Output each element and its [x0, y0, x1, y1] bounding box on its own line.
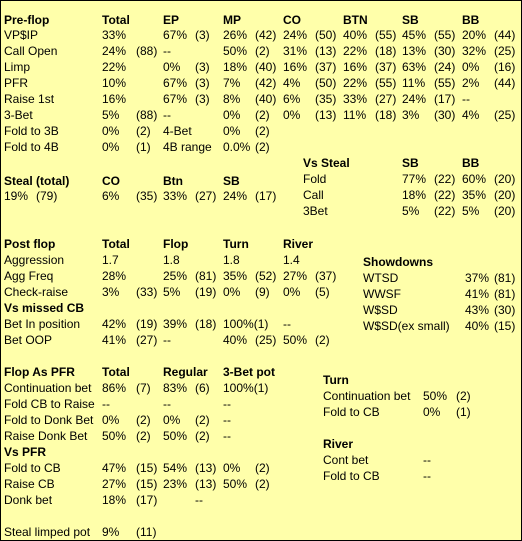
vs-steal-row-label: 3Bet: [303, 204, 328, 218]
preflop-cell: (55): [434, 76, 456, 90]
preflop-cell: (18): [375, 44, 397, 58]
flop-pfr-cell: 0%: [102, 413, 120, 427]
vs-pfr-cell: (15): [136, 461, 158, 475]
vs-pfr-row-label: Fold to CB: [4, 461, 61, 475]
preflop-cell: 24%: [402, 92, 427, 106]
preflop-cell: 16%: [102, 92, 127, 106]
postflop-cell: 3%: [102, 285, 120, 299]
preflop-cell: 67%: [163, 28, 188, 42]
river-row-label: Cont bet: [323, 453, 369, 467]
preflop-cell: (3): [195, 92, 210, 106]
postflop-col-river: River: [283, 237, 314, 251]
steal-limped-count: (11): [136, 525, 157, 539]
river-cell: --: [423, 469, 431, 483]
preflop-cell: 2%: [462, 76, 480, 90]
steal-limped-label: Steal limped pot: [4, 525, 91, 539]
postflop-cell: (33): [136, 285, 158, 299]
missed-cb-cell: (25): [255, 333, 277, 347]
flop-pfr-cell: 0%: [163, 413, 181, 427]
steal-cell: 33%: [163, 189, 188, 203]
flop-pfr-cell: 83%: [163, 381, 188, 395]
flop-pfr-row-label: Raise Donk Bet: [4, 429, 88, 443]
postflop-cell: 5%: [163, 285, 181, 299]
vs-pfr-cell: (17): [136, 493, 158, 507]
turn-cell: (1): [456, 405, 471, 419]
preflop-cell: 16%: [283, 60, 308, 74]
preflop-cell: (2): [255, 44, 270, 58]
preflop-cell: (40): [255, 92, 277, 106]
preflop-cell: (55): [375, 28, 397, 42]
preflop-cell: (30): [434, 44, 456, 58]
preflop-row-label: Limp: [4, 60, 31, 74]
missed-cb-cell: --: [163, 333, 171, 347]
preflop-row-label: Call Open: [4, 44, 58, 58]
preflop-cell: 24%: [283, 28, 308, 42]
vs-pfr-cell: (15): [136, 477, 158, 491]
steal-cell: (35): [136, 189, 158, 203]
missed-cb-cell: (27): [136, 333, 158, 347]
flop-pfr-cell: (2): [195, 429, 210, 443]
missed-cb-cell: 50%: [283, 333, 308, 347]
flop-pfr-cell: 50%: [102, 429, 127, 443]
vs-pfr-row-label: Raise CB: [4, 477, 55, 491]
postflop-col-turn: Turn: [223, 237, 249, 251]
preflop-cell: (16): [494, 60, 516, 74]
flop-pfr-cell: (6): [195, 381, 210, 395]
showdown-cell: 41%: [465, 287, 490, 301]
postflop-cell: 25%: [163, 269, 188, 283]
postflop-title: Post flop: [4, 237, 56, 251]
missed-cb-cell: (18): [195, 317, 217, 331]
preflop-cell: (13): [315, 44, 337, 58]
preflop-cell: 31%: [283, 44, 308, 58]
preflop-cell: 10%: [102, 76, 127, 90]
steal-cell: (27): [195, 189, 217, 203]
preflop-cell: 63%: [402, 60, 427, 74]
preflop-cell: 11%: [402, 76, 426, 90]
turn-cell: 50%: [423, 389, 448, 403]
preflop-cell: (55): [375, 76, 397, 90]
vs-steal-cell: 77%: [402, 172, 427, 186]
preflop-cell: (25): [494, 44, 516, 58]
preflop-cell: --: [163, 108, 171, 122]
four-bet-range-count: (2): [255, 140, 270, 154]
preflop-cell: 67%: [163, 76, 188, 90]
showdown-cell: (81): [494, 271, 516, 285]
steal-limped-value: 9%: [102, 525, 120, 539]
postflop-cell: (5): [315, 285, 330, 299]
preflop-cell: (13): [315, 108, 337, 122]
postflop-cell: 27%: [283, 269, 308, 283]
postflop-col-flop: Flop: [163, 237, 189, 251]
preflop-cell: 32%: [462, 44, 487, 58]
preflop-cell: 7%: [223, 76, 241, 90]
preflop-cell: 18%: [223, 60, 248, 74]
fold-to-3b-label: Fold to 3B: [4, 124, 59, 138]
showdown-row-label: W$SD(ex small): [363, 319, 450, 333]
flop-pfr-cell: (2): [195, 413, 210, 427]
preflop-cell: 50%: [223, 44, 248, 58]
flop-pfr-col-regular: Regular: [163, 365, 208, 379]
preflop-cell: 0%: [462, 60, 480, 74]
postflop-cell: 35%: [223, 269, 248, 283]
steal-col-btn: Btn: [163, 174, 183, 188]
flop-pfr-col-3bet: 3-Bet pot: [223, 365, 275, 379]
flop-pfr-cell: (2): [136, 413, 151, 427]
preflop-title: Pre-flop: [4, 13, 50, 27]
preflop-row-label: VP$IP: [4, 28, 39, 42]
missed-cb-cell: 100%(1): [223, 317, 269, 331]
preflop-cell: 4%: [283, 76, 301, 90]
preflop-cell: (2): [255, 108, 270, 122]
vs-pfr-row-label: Donk bet: [4, 493, 53, 507]
postflop-cell: 0%: [283, 285, 301, 299]
postflop-cell: 0%: [223, 285, 241, 299]
preflop-cell: 22%: [343, 44, 368, 58]
showdown-cell: 37%: [465, 271, 490, 285]
preflop-cell: 0%: [283, 108, 301, 122]
four-bet-count: (2): [255, 124, 270, 138]
fold-to-4b-value: 0%: [102, 140, 120, 154]
flop-pfr-col-total: Total: [102, 365, 130, 379]
preflop-col-bb: BB: [462, 13, 480, 27]
vs-pfr-cell: (2): [255, 461, 270, 475]
fold-to-3b-count: (2): [136, 124, 151, 138]
vs-steal-cell: (22): [434, 188, 456, 202]
fold-to-4b-count: (1): [136, 140, 151, 154]
preflop-col-mp: MP: [223, 13, 241, 27]
showdowns-title: Showdowns: [363, 255, 433, 269]
preflop-cell: (24): [434, 60, 456, 74]
vs-steal-cell: (22): [434, 172, 456, 186]
preflop-cell: 4%: [462, 108, 480, 122]
vs-pfr-cell: 50%: [223, 477, 248, 491]
preflop-cell: (18): [375, 108, 397, 122]
postflop-cell: 1.8: [223, 253, 240, 267]
postflop-cell: (81): [195, 269, 217, 283]
vs-pfr-cell: 23%: [163, 477, 188, 491]
preflop-cell: --: [462, 92, 470, 106]
vs-pfr-cell: 18%: [102, 493, 127, 507]
flop-pfr-title: Flop As PFR: [4, 365, 75, 379]
postflop-row-label: Agg Freq: [4, 269, 54, 283]
steal-col-co: CO: [102, 174, 120, 188]
postflop-cell: (37): [315, 269, 337, 283]
postflop-cell: 1.8: [163, 253, 180, 267]
preflop-cell: (44): [494, 76, 516, 90]
vs-pfr-cell: 47%: [102, 461, 127, 475]
showdown-cell: (30): [494, 303, 516, 317]
steal-cell: 19%: [4, 189, 29, 203]
river-cell: --: [423, 453, 431, 467]
vs-steal-col-bb: BB: [462, 156, 480, 170]
turn-title: Turn: [323, 373, 349, 387]
preflop-cell: 0%: [223, 108, 241, 122]
preflop-cell: 0%: [163, 60, 181, 74]
preflop-cell: (30): [434, 108, 456, 122]
preflop-cell: 13%: [402, 44, 427, 58]
vs-steal-cell: 18%: [402, 188, 427, 202]
vs-steal-title: Vs Steal: [303, 156, 350, 170]
preflop-cell: 67%: [163, 92, 188, 106]
preflop-col-co: CO: [283, 13, 301, 27]
preflop-col-sb: SB: [402, 13, 419, 27]
turn-cell: (2): [456, 389, 471, 403]
missed-cb-cell: 40%: [223, 333, 248, 347]
showdown-cell: 40%: [465, 319, 490, 333]
preflop-cell: (44): [494, 28, 516, 42]
fold-to-4b-label: Fold to 4B: [4, 140, 59, 154]
flop-pfr-cell: 86%: [102, 381, 127, 395]
preflop-cell: (88): [136, 108, 158, 122]
preflop-cell: --: [163, 44, 171, 58]
vs-pfr-cell: (13): [195, 477, 217, 491]
showdown-row-label: WTSD: [363, 271, 399, 285]
flop-pfr-cell: --: [223, 397, 231, 411]
preflop-cell: (42): [255, 76, 277, 90]
postflop-cell: (52): [255, 269, 277, 283]
four-bet-range-value: 0.0%: [223, 140, 251, 154]
vs-steal-cell: 60%: [462, 172, 487, 186]
flop-pfr-cell: (2): [136, 429, 151, 443]
turn-row-label: Continuation bet: [323, 389, 411, 403]
missed-cb-cell: --: [283, 317, 291, 331]
preflop-cell: 24%: [102, 44, 127, 58]
steal-col-sb: SB: [223, 174, 240, 188]
postflop-cell: (19): [195, 285, 217, 299]
preflop-cell: (3): [195, 76, 210, 90]
preflop-cell: 16%: [343, 60, 368, 74]
flop-pfr-cell: --: [223, 429, 231, 443]
preflop-cell: 8%: [223, 92, 241, 106]
vs-pfr-cell: 27%: [102, 477, 127, 491]
postflop-cell: 28%: [102, 269, 127, 283]
preflop-cell: (27): [375, 92, 397, 106]
showdown-cell: 43%: [465, 303, 490, 317]
preflop-cell: (25): [494, 108, 516, 122]
vs-steal-cell: (22): [434, 204, 456, 218]
vs-pfr-cell: (2): [255, 477, 270, 491]
vs-pfr-cell: --: [195, 493, 203, 507]
postflop-cell: (9): [255, 285, 270, 299]
vs-steal-cell: 5%: [462, 204, 480, 218]
postflop-cell: 1.7: [102, 253, 119, 267]
flop-pfr-cell: 50%: [163, 429, 188, 443]
preflop-cell: 20%: [462, 28, 487, 42]
vs-steal-cell: 5%: [402, 204, 420, 218]
steal-cell: (17): [255, 189, 277, 203]
missed-cb-cell: 41%: [102, 333, 127, 347]
preflop-cell: (88): [136, 44, 158, 58]
flop-pfr-cell: 100%(1): [223, 381, 269, 395]
showdown-row-label: W$SD: [363, 303, 398, 317]
flop-pfr-cell: --: [102, 397, 110, 411]
postflop-col-total: Total: [102, 237, 130, 251]
preflop-col-ep: EP: [163, 13, 180, 27]
flop-pfr-cell: (7): [136, 381, 151, 395]
preflop-cell: (40): [255, 60, 277, 74]
steal-title: Steal (total): [4, 174, 70, 188]
preflop-cell: (50): [315, 76, 337, 90]
preflop-cell: 40%: [343, 28, 368, 42]
preflop-cell: (37): [315, 60, 337, 74]
preflop-cell: 22%: [343, 76, 368, 90]
vs-steal-row-label: Fold: [303, 172, 327, 186]
preflop-cell: 5%: [102, 108, 120, 122]
missed-cb-cell: (19): [136, 317, 158, 331]
missed-cb-cell: 42%: [102, 317, 127, 331]
flop-pfr-cell: --: [223, 413, 231, 427]
vs-steal-cell: (20): [494, 188, 516, 202]
preflop-cell: (17): [434, 92, 456, 106]
preflop-cell: (35): [315, 92, 337, 106]
missed-cb-cell: (2): [315, 333, 330, 347]
preflop-cell: (3): [195, 60, 210, 74]
vs-steal-cell: (20): [494, 204, 516, 218]
postflop-row-label: Check-raise: [4, 285, 69, 299]
four-bet-range-label: 4B range: [163, 140, 212, 154]
preflop-cell: (50): [315, 28, 337, 42]
preflop-cell: 11%: [343, 108, 367, 122]
postflop-cell: 1.4: [283, 253, 300, 267]
four-bet-label: 4-Bet: [163, 124, 192, 138]
steal-cell: 24%: [223, 189, 248, 203]
turn-cell: 0%: [423, 405, 441, 419]
preflop-row-label: Raise 1st: [4, 92, 55, 106]
vs-steal-cell: 35%: [462, 188, 487, 202]
preflop-cell: 45%: [402, 28, 427, 42]
showdown-cell: (15): [494, 319, 516, 333]
showdown-row-label: WWSF: [363, 287, 401, 301]
preflop-row-label: PFR: [4, 76, 28, 90]
missed-cb-row-label: Bet OOP: [4, 333, 53, 347]
vs-missed-cb-title: Vs missed CB: [4, 301, 85, 315]
fold-to-3b-value: 0%: [102, 124, 120, 138]
vs-pfr-cell: 0%: [223, 461, 241, 475]
missed-cb-row-label: Bet In position: [4, 317, 81, 331]
steal-cell: (79): [36, 189, 58, 203]
preflop-row-label: 3-Bet: [4, 108, 33, 122]
vs-steal-row-label: Call: [303, 188, 324, 202]
turn-row-label: Fold to CB: [323, 405, 380, 419]
preflop-cell: (55): [434, 28, 456, 42]
preflop-cell: 26%: [223, 28, 248, 42]
river-row-label: Fold to CB: [323, 469, 380, 483]
vs-pfr-cell: (13): [195, 461, 217, 475]
steal-cell: 6%: [102, 189, 120, 203]
showdown-cell: (81): [494, 287, 516, 301]
preflop-cell: 6%: [283, 92, 301, 106]
vs-steal-cell: (20): [494, 172, 516, 186]
vs-pfr-cell: 54%: [163, 461, 188, 475]
preflop-cell: (3): [195, 28, 210, 42]
preflop-cell: 33%: [102, 28, 127, 42]
preflop-col-btn: BTN: [343, 13, 368, 27]
vs-pfr-title: Vs PFR: [4, 445, 47, 459]
flop-pfr-row-label: Fold to Donk Bet: [4, 413, 94, 427]
preflop-cell: 22%: [102, 60, 127, 74]
vs-steal-col-sb: SB: [402, 156, 419, 170]
river-title: River: [323, 437, 354, 451]
flop-pfr-cell: --: [163, 397, 171, 411]
flop-pfr-row-label: Fold CB to Raise: [4, 397, 95, 411]
preflop-cell: 3%: [402, 108, 420, 122]
preflop-cell: (42): [255, 28, 277, 42]
flop-pfr-row-label: Continuation bet: [4, 381, 92, 395]
preflop-col-total: Total: [102, 13, 130, 27]
preflop-cell: (37): [375, 60, 397, 74]
postflop-row-label: Aggression: [4, 253, 65, 267]
preflop-cell: 33%: [343, 92, 368, 106]
four-bet-value: 0%: [223, 124, 241, 138]
missed-cb-cell: 39%: [163, 317, 188, 331]
